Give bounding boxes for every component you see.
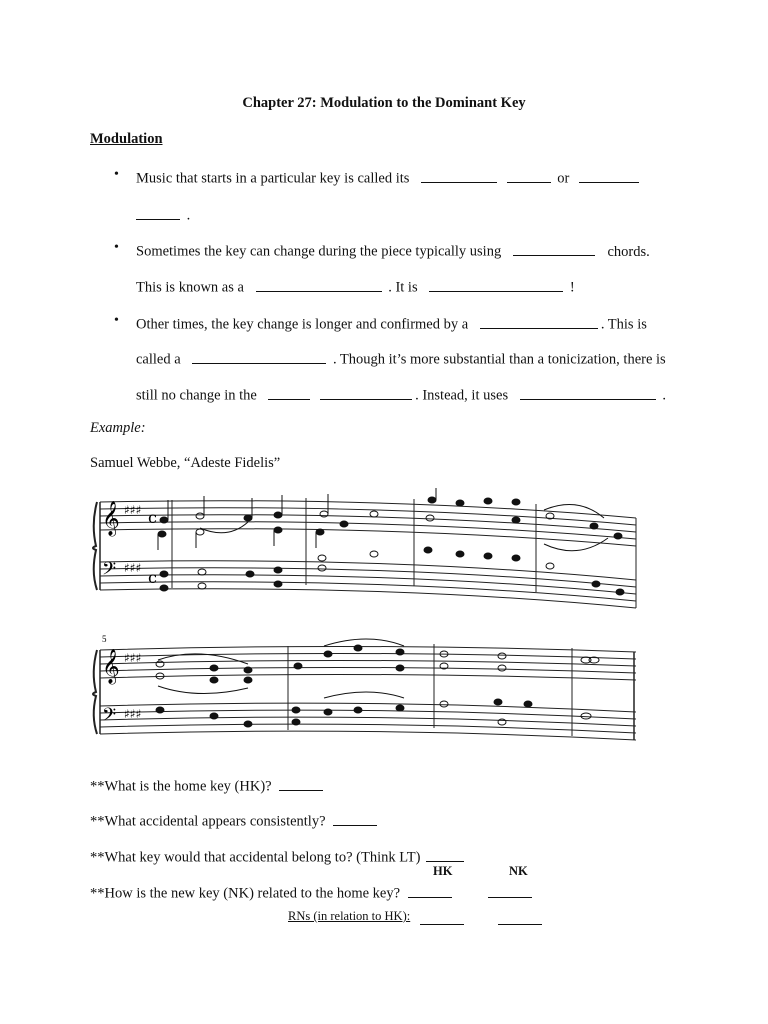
bullet-3-line-1 [136,313,647,334]
fill-in-blank[interactable] [320,384,412,400]
fill-in-blank[interactable] [136,204,180,220]
fill-in-blank[interactable] [421,167,497,183]
question-4 [90,882,535,903]
fill-in-blank[interactable] [513,240,595,256]
svg-text:♯♯♯: ♯♯♯ [124,503,142,517]
bullet-2-end: chords. [607,243,650,260]
measure-number: 5 [102,634,107,644]
column-header-nk: NK [509,864,528,878]
music-score-system-1 [88,488,643,612]
fill-in-blank[interactable] [256,276,382,292]
svg-text:c: c [148,568,157,587]
fill-in-blank[interactable] [408,882,452,898]
svg-text:c: c [148,508,157,527]
question-2-text: **What accidental appears consistently? [90,813,326,830]
music-score-system-2 [88,632,643,748]
fill-in-blank[interactable] [488,882,532,898]
svg-text:♯♯♯: ♯♯♯ [124,561,142,575]
bullet-3-end: . This is [600,316,647,333]
rns-answer-row [420,909,545,930]
bullet-3-line2-text: called a [136,351,181,368]
question-2 [90,810,380,831]
question-1-text: **What is the home key (HK)? [90,778,272,795]
fill-in-blank[interactable] [579,167,639,183]
bullet-1-line-2 [136,204,190,225]
bullet-marker: • [114,313,119,328]
fill-in-blank[interactable] [279,775,323,791]
bass-clef-icon: 𝄢 [102,559,117,584]
question-3-text: **What key would that accidental belong to? (Think LT) [90,849,421,866]
bullet-1-end: . [186,207,191,224]
fill-in-blank[interactable] [507,167,551,183]
bullet-3-line-3 [136,384,666,405]
bullet-2-line-2 [136,276,575,297]
question-3 [90,846,467,867]
svg-text:♯♯♯: ♯♯♯ [124,707,142,721]
section-heading: Modulation [90,131,163,147]
fill-in-blank[interactable] [426,846,464,862]
bullet-3-line3-mid: . Instead, it uses [415,387,509,404]
treble-clef-icon: 𝄞 [102,649,120,684]
bullet-2-text: Sometimes the key can change during the piece typically using [136,243,502,260]
fill-in-blank[interactable] [498,909,542,925]
bullet-3-text: Other times, the key change is longer and confirmed by a [136,316,469,333]
fill-in-blank[interactable] [192,348,326,364]
page-title: Chapter 27: Modulation to the Dominant Key [242,95,526,111]
bullet-1-line-1 [136,167,642,188]
fill-in-blank[interactable] [520,384,656,400]
bullet-2-line2-text: This is known as a [136,279,244,296]
fill-in-blank[interactable] [429,276,563,292]
bullet-2-line2-end: ! [569,279,575,296]
bass-clef-icon: 𝄢 [102,705,117,730]
svg-text:♯♯♯: ♯♯♯ [124,651,142,665]
question-4-text: **How is the new key (NK) related to the home key? [90,885,401,902]
bullet-3-line3-text: still no change in the [136,387,257,404]
fill-in-blank[interactable] [480,313,598,329]
bullet-2-line-1 [136,240,650,261]
bullet-1-or: or [557,170,570,187]
bullet-2-line2-mid: . It is [388,279,418,296]
example-label: Example: [90,420,146,436]
bullet-3-line3-end: . [662,387,666,404]
bullet-marker: • [114,240,119,255]
rns-label: RNs (in relation to HK): [288,909,411,923]
fill-in-blank[interactable] [420,909,464,925]
bullet-1-text: Music that starts in a particular key is called its [136,170,410,187]
question-1 [90,775,326,796]
fill-in-blank[interactable] [268,384,310,400]
bullet-3-line-2 [136,348,666,369]
treble-clef-icon: 𝄞 [102,501,120,536]
column-header-hk: HK [433,864,453,878]
bullet-3-line2-end: . Though it’s more substantial than a tonicization, there is [332,351,666,368]
bullet-marker: • [114,167,119,182]
fill-in-blank[interactable] [333,810,377,826]
piece-credit: Samuel Webbe, “Adeste Fidelis” [90,455,281,471]
